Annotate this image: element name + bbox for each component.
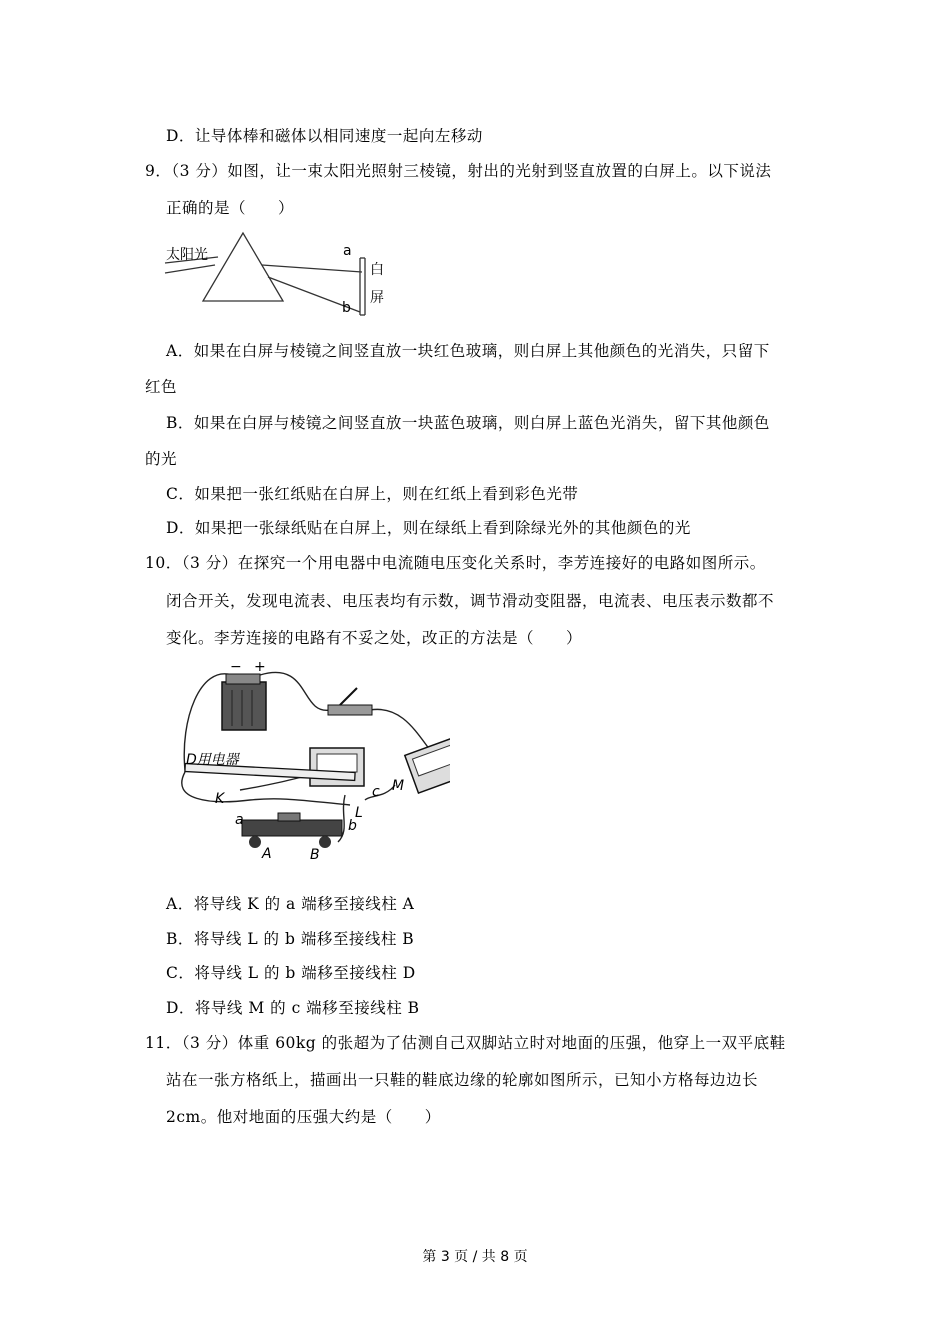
- q10-option-c: C．将导线 L 的 b 端移至接线柱 D: [166, 964, 416, 982]
- screen-label-1: 白: [370, 262, 384, 278]
- rheostat: [242, 813, 342, 848]
- ray-b-label: b: [342, 300, 351, 316]
- battery-minus-label: −: [230, 660, 242, 675]
- terminal-c-label: c: [372, 784, 380, 800]
- terminal-b-label: b: [348, 818, 357, 834]
- q10-option-d: D．将导线 M 的 c 端移至接线柱 B: [166, 999, 420, 1017]
- q9-option-b-line1: B．如果在白屏与棱镜之间竖直放一块蓝色玻璃，则白屏上蓝色光消失，留下其他颜色: [166, 414, 770, 432]
- q11-stem-line2: 站在一张方格纸上，描画出一只鞋的鞋底边缘的轮廓如图所示，已知小方格每边边长: [166, 1071, 759, 1089]
- wire-m: [365, 785, 395, 800]
- voltmeter: [310, 748, 364, 786]
- q10-stem-line3: 变化。李芳连接的电路有不妥之处，改正的方法是（ ）: [166, 629, 583, 647]
- q9-option-b-line2: 的光: [145, 450, 178, 468]
- q10-stem-line1: 10．（3 分）在探究一个用电器中电流随电压变化关系时，李芳连接好的电路如图所示。: [145, 554, 766, 572]
- q9-stem-line2: 正确的是（ ）: [166, 199, 295, 217]
- q9-option-d: D．如果把一张绿纸贴在白屏上，则在绿纸上看到除绿光外的其他颜色的光: [166, 519, 691, 537]
- q9-stem-line1: 9．（3 分）如图，让一束太阳光照射三棱镜，射出的光射到竖直放置的白屏上。以下说法: [145, 162, 772, 180]
- battery-plus-label: +: [254, 660, 266, 675]
- q8-option-d: D．让导体棒和磁体以相同速度一起向左移动: [166, 127, 483, 145]
- page-footer: 第 3 页 / 共 8 页: [422, 1249, 528, 1265]
- switch: [328, 688, 372, 715]
- q11-stem-line1: 11．（3 分）体重 60kg 的张超为了估测自己双脚站立时对地面的压强，他穿上一双平底鞋: [145, 1034, 786, 1052]
- sunlight-ray-2: [165, 265, 215, 273]
- q9-option-a-line1: A．如果在白屏与棱镜之间竖直放一块红色玻璃，则白屏上其他颜色的光消失，只留下: [166, 342, 770, 360]
- q11-stem-line3: 2cm。他对地面的压强大约是（ ）: [166, 1108, 441, 1126]
- terminal-a-label: a: [235, 812, 244, 828]
- screen-label-2: 屏: [370, 290, 384, 306]
- q9-option-a-line2: 红色: [145, 378, 178, 396]
- wire-battery-switch: [260, 672, 330, 710]
- battery: [222, 674, 266, 730]
- prism-triangle: [203, 233, 283, 301]
- prism-diagram: [160, 225, 400, 320]
- ray-a-label: a: [343, 243, 352, 259]
- sunlight-label: 太阳光: [166, 247, 208, 263]
- wire-k-label: K: [215, 791, 225, 807]
- q10-stem-line2: 闭合开关，发现电流表、电压表均有示数，调节滑动变阻器，电流表、电压表示数都不: [166, 592, 775, 610]
- wire-l-label: L: [355, 805, 363, 821]
- dispersed-ray-a: [262, 265, 362, 272]
- q10-option-b: B．将导线 L 的 b 端移至接线柱 B: [166, 930, 415, 948]
- post-b-label: B: [310, 847, 320, 863]
- device-label: D用电器: [186, 752, 239, 768]
- wire-m-label: M: [392, 778, 405, 794]
- post-a-label: A: [262, 846, 272, 862]
- q10-option-a: A．将导线 K 的 a 端移至接线柱 A: [166, 895, 415, 913]
- circuit-diagram: [160, 660, 450, 865]
- wire-switch-ammeter: [370, 709, 430, 750]
- q9-option-c: C．如果把一张红纸贴在白屏上，则在红纸上看到彩色光带: [166, 485, 579, 503]
